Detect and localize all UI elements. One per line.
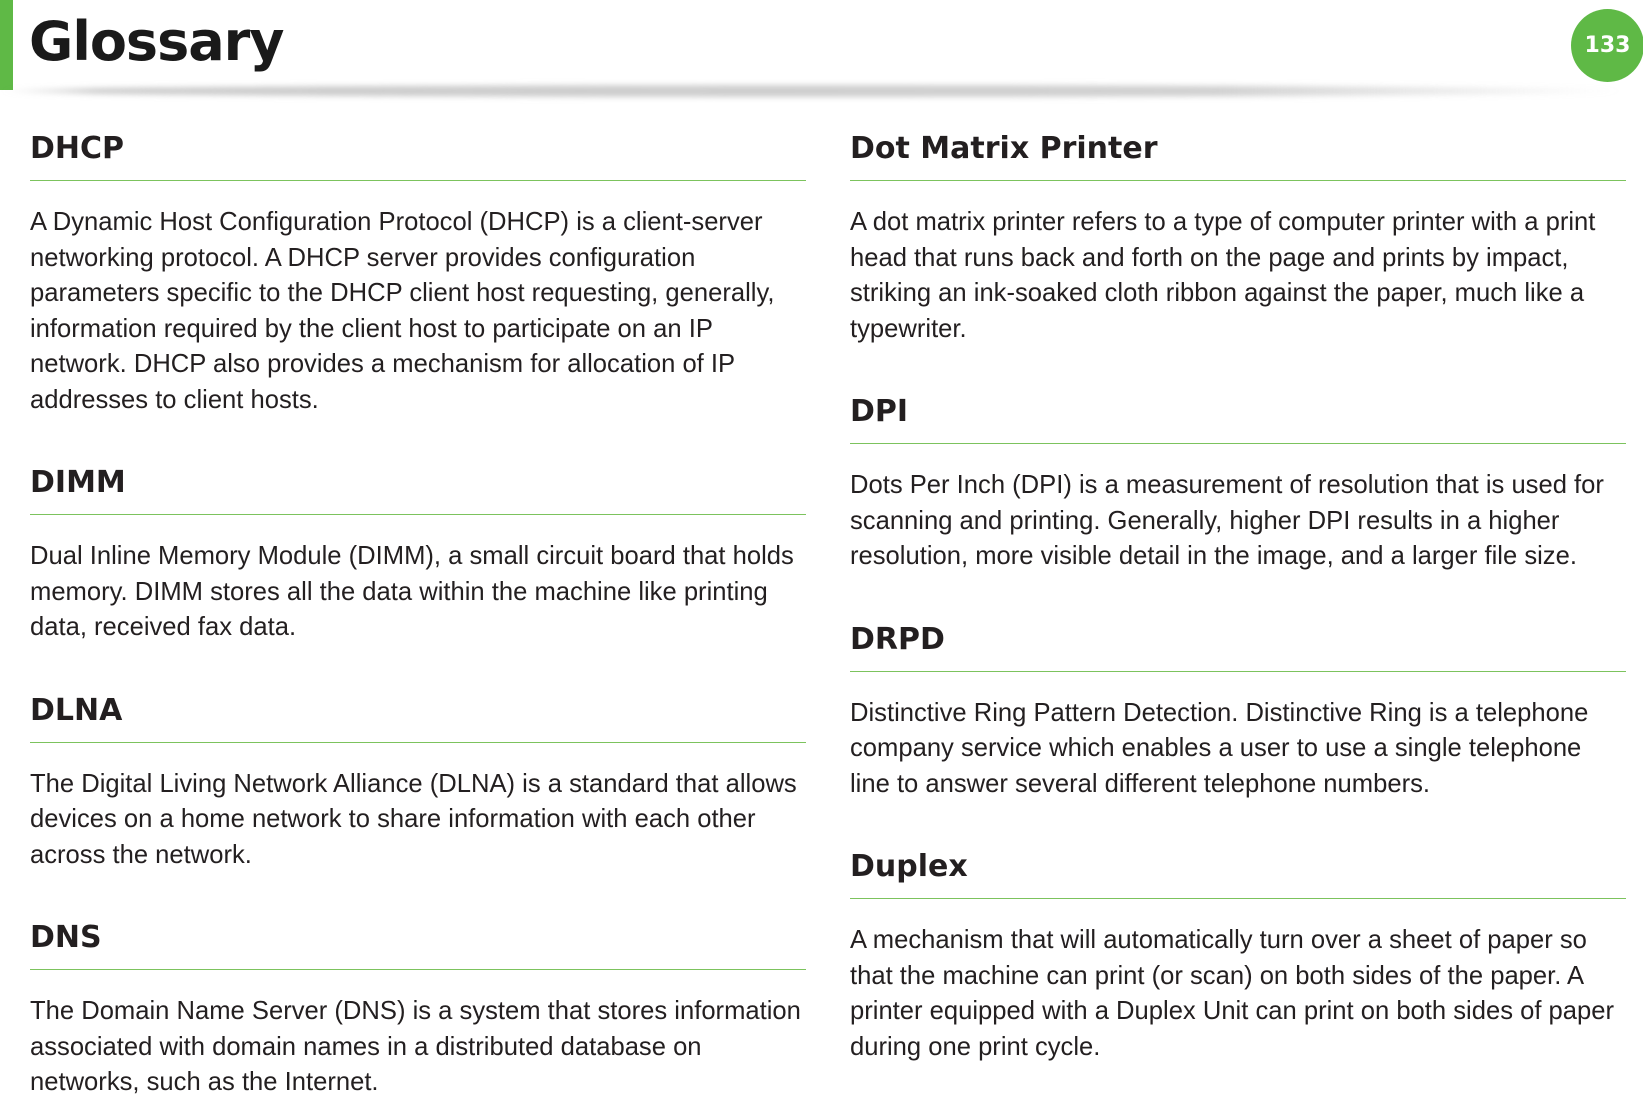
glossary-term: DLNA	[30, 682, 806, 743]
left-column	[30, 120, 806, 1101]
glossary-term: DNS	[30, 909, 806, 970]
glossary-entry-dot-matrix-printer	[850, 120, 1626, 347]
page-title: Glossary	[29, 10, 284, 73]
header-accent-bar	[0, 0, 13, 90]
page-header	[0, 0, 1643, 96]
glossary-entry-dimm	[30, 454, 806, 646]
glossary-entry-duplex	[850, 838, 1626, 1065]
page-number-badge: 133	[1571, 9, 1643, 82]
header-divider	[0, 85, 1625, 97]
glossary-term: Duplex	[850, 838, 1626, 899]
glossary-term: DRPD	[850, 611, 1626, 672]
glossary-entry-dhcp	[30, 120, 806, 418]
glossary-definition: A dot matrix printer refers to a type of computer printer with a print head that runs back and forth on the page and prints by impact, striking an ink-soaked cloth ribbon against the paper, much like a typewriter.	[850, 208, 1596, 343]
glossary-entry-drpd	[850, 611, 1626, 803]
glossary-definition: The Digital Living Network Alliance (DLNA) is a standard that allows devices on a home network to share information with each other across the network.	[30, 769, 797, 869]
glossary-definition: A mechanism that will automatically turn over a sheet of paper so that the machine can print (or scan) on both sides of the paper. A printer equipped with a Duplex Unit can print on both sides of paper during one print cycle.	[850, 926, 1615, 1061]
glossary-definition: Distinctive Ring Pattern Detection. Distinctive Ring is a telephone company service which enables a user to use a single telephone line to answer several different telephone numbers.	[850, 698, 1589, 798]
glossary-term: DIMM	[30, 454, 806, 515]
glossary-entry-dpi	[850, 383, 1626, 575]
glossary-term: DPI	[850, 383, 1626, 444]
glossary-term: DHCP	[30, 120, 806, 181]
glossary-definition: Dual Inline Memory Module (DIMM), a small circuit board that holds memory. DIMM stores all the data within the machine like printing data, received fax data.	[30, 542, 794, 641]
glossary-term: Dot Matrix Printer	[850, 120, 1626, 181]
glossary-definition: The Domain Name Server (DNS) is a system that stores information associated with domain names in a distributed database on networks, such as the Internet.	[30, 997, 801, 1096]
glossary-definition: Dots Per Inch (DPI) is a measurement of resolution that is used for scanning and printing. Generally, higher DPI results in a higher resolution, more visible detail in the image, and a larger file size.	[850, 471, 1604, 570]
glossary-entry-dns	[30, 909, 806, 1101]
glossary-entry-dlna	[30, 682, 806, 874]
glossary-definition: A Dynamic Host Configuration Protocol (DHCP) is a client-server networking protocol. A DHCP server provides configuration parameters specific to the DHCP client host requesting, generally, information required by the client host to participate on an IP network. DHCP also provides a mechanism for allocation of IP addresses to client hosts.	[30, 208, 775, 414]
right-column	[850, 120, 1626, 1065]
